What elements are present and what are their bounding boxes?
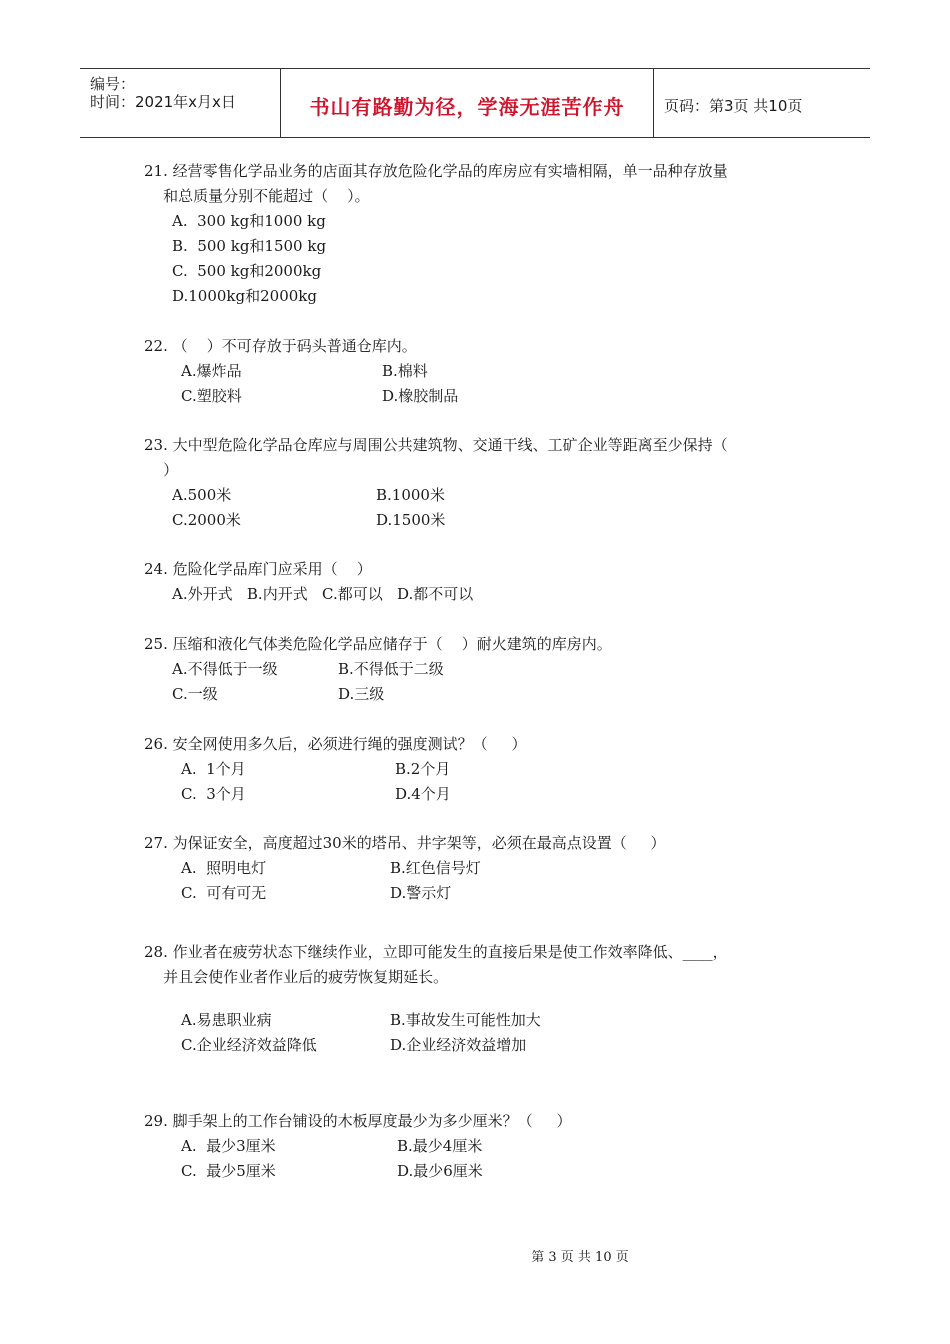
- option-a: A. 最少3厘米: [181, 1137, 276, 1155]
- option-c: C.一级: [172, 685, 218, 703]
- question-23: [144, 433, 728, 483]
- option-b: B.红色信号灯: [390, 859, 481, 877]
- option-c: C. 500 kg和2000kg: [172, 262, 322, 280]
- option-c: C. 可有可无: [181, 884, 267, 902]
- option-b: B.不得低于二级: [338, 660, 444, 678]
- option-a: A. 照明电灯: [181, 859, 267, 877]
- option-b: B.事故发生可能性加大: [390, 1011, 541, 1029]
- option-c: C. 3个月: [181, 785, 246, 803]
- page-header: [80, 68, 870, 138]
- header-motto-cell: [281, 69, 654, 137]
- option-c: C. 最少5厘米: [181, 1162, 276, 1180]
- option-d: D.橡胶制品: [382, 387, 459, 405]
- question-text: 26. 安全网使用多久后，必须进行绳的强度测试？（ ）: [144, 735, 527, 753]
- question-22: [144, 334, 417, 359]
- time-label: 时间：2021年x月x日: [90, 93, 236, 111]
- question-24: [144, 557, 372, 582]
- question-29: [144, 1109, 571, 1134]
- options-row: A.外开式 B.内开式 C.都可以 D.都不可以: [172, 585, 474, 603]
- option-d: D.三级: [338, 685, 385, 703]
- option-c: C.2000米: [172, 511, 241, 529]
- option-b: B.棉料: [382, 362, 428, 380]
- question-27: [144, 831, 666, 856]
- option-a: A. 1个月: [181, 760, 246, 778]
- question-28: [144, 940, 728, 990]
- question-21: [144, 159, 728, 209]
- option-a: A. 300 kg和1000 kg: [172, 212, 326, 230]
- option-b: B. 500 kg和1500 kg: [172, 237, 327, 255]
- question-text: 28. 作业者在疲劳状态下继续作业，立即可能发生的直接后果是使工作效率降低、____，: [144, 943, 728, 961]
- question-text: 29. 脚手架上的工作台铺设的木板厚度最少为多少厘米？（ ）: [144, 1112, 572, 1130]
- question-text: 并且会使作业者作业后的疲劳恢复期延长。: [144, 968, 449, 986]
- option-a: A.500米: [172, 486, 232, 504]
- footer-page-number: 第 3 页 共 10 页: [531, 1250, 629, 1265]
- question-text: 23. 大中型危险化学品仓库应与周围公共建筑物、交通干线、工矿企业等距离至少保持（: [144, 436, 728, 454]
- question-text: ）: [144, 461, 179, 479]
- option-b: B.2个月: [395, 760, 451, 778]
- question-text: 21. 经营零售化学品业务的店面其存放危险化学品的库房应有实墙相隔，单一品种存放量: [144, 162, 728, 180]
- option-a: A.爆炸品: [181, 362, 242, 380]
- question-text: 25. 压缩和液化气体类危险化学品应储存于（ ）耐火建筑的库房内。: [144, 635, 612, 653]
- question-text: 22. （ ）不可存放于码头普通仓库内。: [144, 337, 417, 355]
- option-d: D.最少6厘米: [397, 1162, 483, 1180]
- option-b: B.1000米: [376, 486, 445, 504]
- question-26: [144, 732, 526, 757]
- header-page-cell: [654, 69, 870, 137]
- option-a: A.易患职业病: [181, 1011, 272, 1029]
- header-info-cell: [80, 69, 281, 137]
- option-c: C.塑胶料: [181, 387, 242, 405]
- question-25: [144, 632, 612, 657]
- page-footer: [0, 1246, 950, 1265]
- question-text: 和总质量分别不能超过（ ）。: [144, 187, 370, 205]
- page-code: 页码：第3页 共10页: [664, 97, 803, 115]
- option-d: D.1500米: [376, 511, 446, 529]
- option-a: A.不得低于一级: [172, 660, 278, 678]
- motto: 书山有路勤为径，学海无涯苦作舟: [309, 95, 625, 119]
- option-c: C.企业经济效益降低: [181, 1036, 317, 1054]
- option-b: B.最少4厘米: [397, 1137, 483, 1155]
- option-d: D.1000kg和2000kg: [172, 287, 317, 305]
- number-label: 编号：: [90, 75, 136, 93]
- option-d: D.警示灯: [390, 884, 452, 902]
- option-d: D.企业经济效益增加: [390, 1036, 527, 1054]
- option-d: D.4个月: [395, 785, 451, 803]
- question-text: 27. 为保证安全，高度超过30米的塔吊、井字架等，必须在最高点设置（ ）: [144, 834, 666, 852]
- question-text: 24. 危险化学品库门应采用（ ）: [144, 560, 372, 578]
